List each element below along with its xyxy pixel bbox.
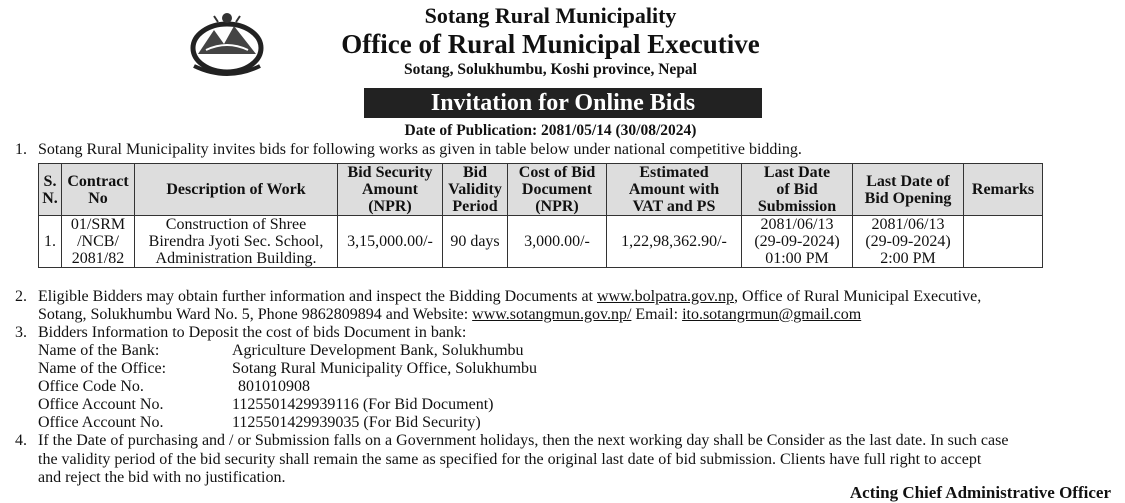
col-cost [508,164,607,216]
publication-date: Date of Publication: 2081/05/14 (30/08/2024) [404,122,697,139]
cell-remarks [964,216,1043,268]
municipality-title: Sotang Rural Municipality [424,3,677,28]
cell-cost: 3,000.00/- [508,216,607,268]
item-1-text: Sotang Rural Municipality invites bids for following works as given in table below under national competitive bidding. [38,141,802,158]
cell-sn: 1. [39,216,62,268]
col-validity-l1: Bid [462,164,487,181]
col-validity [443,164,508,216]
email-link[interactable]: ito.sotangrmun@gmail.com [682,306,862,323]
col-estimated-l3: VAT and PS [632,198,716,215]
col-cost-l1: Cost of Bid [518,164,596,181]
account-2-label: Office Account No. [38,414,164,431]
account-2-value: 1125501429939035 (For Bid Security) [232,414,481,431]
item-2-text-b: , Office of Rural Municipal Executive, [734,288,982,305]
item-2-text-a: Eligible Bidders may obtain further information and inspect the Bidding Documents at [38,288,597,305]
cell-bid-security: 3,15,000.00/- [338,216,443,268]
item-2-line-1 [38,288,981,306]
cell-contract-l2: /NCB/ [77,233,119,250]
office-code-label: Office Code No. [38,378,144,395]
col-estimated-l1: Estimated [639,164,709,181]
office-label: Name of the Office: [38,360,167,377]
col-contract-l1: Contract [67,172,129,190]
col-description: Description of Work [135,164,338,216]
col-cost-l2: Document [521,181,593,198]
notice-banner: Invitation for Online Bids [364,88,762,118]
cell-desc-l1: Construction of Shree [165,216,307,233]
website-link[interactable]: www.sotangmun.gov.np/ [472,306,632,323]
cell-lastopen-l2: (29-09-2024) [865,233,951,250]
cell-last-opening [853,216,964,268]
cell-lastsub-l2: (29-09-2024) [754,233,840,250]
item-4-line-3: and reject the bid with no justification. [38,469,286,486]
cell-contract-l1: 01/SRM [70,216,126,233]
cell-description [135,216,338,268]
col-contract [62,164,135,216]
bid-table [38,163,1043,268]
col-bid-security [338,164,443,216]
office-address: Sotang, Solukhumbu, Koshi province, Nepal [403,61,697,78]
item-3-text: Bidders Information to Deposit the cost of bids Document in bank: [38,324,467,341]
col-security-l1: Bid Security [347,164,433,181]
cell-desc-l2: Birendra Jyoti Sec. School, [148,233,324,250]
signature-title: Acting Chief Administrative Officer [849,483,1111,502]
col-lastopen-l1: Last Date of [866,172,950,190]
col-sn-l2: N. [42,189,58,207]
item-2-number: 2. [15,288,27,305]
col-sn [39,164,62,216]
item-4-line-1: If the Date of purchasing and / or Submission falls on a Government holidays, then the next working day shall be Consider as the last date. In such case [38,432,1009,449]
item-3-number: 3. [15,324,27,341]
item-4-line-2: the validity period of the bid security shall remain the same as specified for the original last date of bid submission. Clients have full right to accept [38,451,982,468]
table-header-row [39,164,1043,216]
col-last-submission [742,164,853,216]
cell-contract-l3: 2081/82 [71,250,125,267]
col-security-l2: Amount [361,181,418,198]
col-lastopen-l2: Bid Opening [864,189,952,207]
bolpatra-link[interactable]: www.bolpatra.gov.np [597,288,735,305]
col-estimated-l2: Amount with [628,181,720,198]
bank-value: Agriculture Development Bank, Solukhumbu [232,342,524,359]
col-validity-l2: Validity [448,181,502,198]
col-contract-l2: No [88,189,108,207]
cell-last-submission [742,216,853,268]
cell-validity: 90 days [443,216,508,268]
office-title: Office of Rural Municipal Executive [341,29,760,59]
col-estimated [607,164,742,216]
col-lastsub-l3: Submission [757,198,837,215]
item-2-line-2 [38,306,861,324]
cell-contract [62,216,135,268]
col-sn-l1: S. [43,172,57,190]
bank-label: Name of the Bank: [38,342,160,359]
item-4-number: 4. [15,432,27,449]
col-remarks: Remarks [964,164,1043,216]
item-2-text-d: Email: [631,306,683,323]
cell-lastopen-l1: 2081/06/13 [871,216,945,233]
item-2-text-c: Sotang, Solukhumbu Ward No. 5, Phone 9862809894 and Website: [38,306,473,323]
col-cost-l3: (NPR) [535,198,579,215]
item-1-number: 1. [15,141,27,158]
cell-estimated: 1,22,98,362.90/- [607,216,742,268]
cell-lastsub-l1: 2081/06/13 [760,216,834,233]
cell-desc-l3: Administration Building. [155,250,317,267]
col-lastsub-l1: Last Date [763,164,831,181]
cell-lastopen-l3: 2:00 PM [880,250,936,267]
cell-lastsub-l3: 01:00 PM [765,250,829,267]
office-value: Sotang Rural Municipality Office, Solukhumbu [232,360,538,377]
account-1-label: Office Account No. [38,396,164,413]
col-lastsub-l2: of Bid [776,181,818,198]
col-security-l3: (NPR) [368,198,412,215]
account-1-value: 1125501429939116 (For Bid Document) [232,396,494,413]
office-code-value: 801010908 [238,378,310,395]
col-validity-l3: Period [452,198,498,215]
col-last-opening [853,164,964,216]
table-row [39,216,1043,268]
